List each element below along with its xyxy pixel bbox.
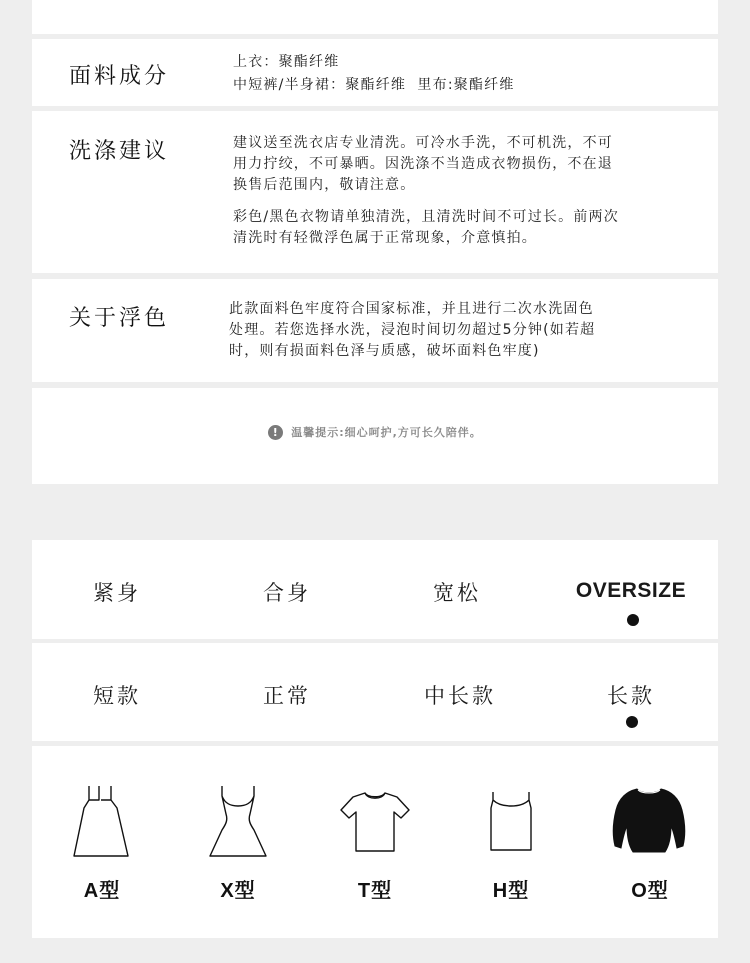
fading-section (32, 279, 718, 382)
wash-para-1 (233, 133, 613, 196)
wash-para-1-line: 用力拧绞，不可暴晒。因洗涤不当造成衣物损伤，不在退 (233, 156, 613, 172)
fading-text (229, 299, 595, 362)
length-section (32, 643, 718, 741)
wash-section (32, 111, 718, 273)
wash-para-2-line: 彩色/黑色衣物请单独清洗，且清洗时间不可过长。前两次 (233, 209, 619, 225)
fabric-line-bottom: 中短裤/半身裙：聚酯纤维 里布:聚酯纤维 (233, 77, 515, 93)
wash-para-2-line: 清洗时有轻微浮色属于正常现象，介意慎拍。 (233, 230, 537, 246)
silhouette-label-x: X型 (220, 880, 256, 902)
length-option-normal: 正常 (263, 684, 311, 708)
wash-title: 洗涤建议 (69, 139, 170, 164)
care-tip (32, 424, 718, 440)
fading-title: 关于浮色 (69, 306, 170, 331)
exclamation-icon: ! (268, 425, 283, 440)
silhouette-label-t: T型 (357, 880, 393, 902)
wash-para-1-line: 建议送至洗衣店专业清洗。可冷水手洗，不可机洗，不可 (233, 135, 613, 151)
silhouette-label-a: A型 (83, 880, 121, 902)
fabric-title: 面料成分 (69, 64, 170, 89)
silhouette-label-h: H型 (492, 880, 530, 902)
silhouette-label-o: O型 (631, 880, 669, 902)
length-option-midlong: 中长款 (424, 684, 496, 708)
fading-line: 此款面料色牢度符合国家标准，并且进行二次水洗固色 (229, 301, 594, 317)
length-option-long: 长款 (607, 684, 655, 708)
fit-option-regular: 合身 (263, 581, 311, 605)
a-line-dress-icon (70, 784, 134, 860)
t-shirt-icon (339, 790, 411, 854)
fit-section (32, 540, 718, 639)
length-option-short: 短款 (93, 684, 141, 708)
fading-line: 处理。若您选择水洗，浸泡时间切勿超过5分钟(如若超 (229, 322, 596, 338)
wash-para-2 (233, 207, 619, 249)
top-card (32, 0, 718, 34)
x-line-dress-icon (208, 784, 268, 860)
fabric-section (32, 39, 718, 106)
h-line-tank-icon (488, 790, 534, 854)
wash-para-1-line: 换售后范围内，敬请注意。 (233, 177, 416, 193)
fabric-line-top: 上衣：聚酯纤维 (233, 54, 340, 70)
fit-option-loose: 宽松 (433, 581, 481, 605)
tip-section (32, 388, 718, 484)
fading-line: 时，则有损面料色泽与质感，破坏面料色牢度) (229, 343, 540, 359)
fit-option-oversize: OVERSIZE (575, 579, 687, 602)
silhouette-section (32, 746, 718, 938)
care-tip-text: 温馨提示:细心呵护,方可长久陪伴。 (291, 426, 482, 439)
length-selected-dot (626, 716, 638, 728)
fit-option-tight: 紧身 (93, 581, 141, 605)
fit-selected-dot (627, 614, 639, 626)
o-shape-top-icon (611, 786, 687, 856)
